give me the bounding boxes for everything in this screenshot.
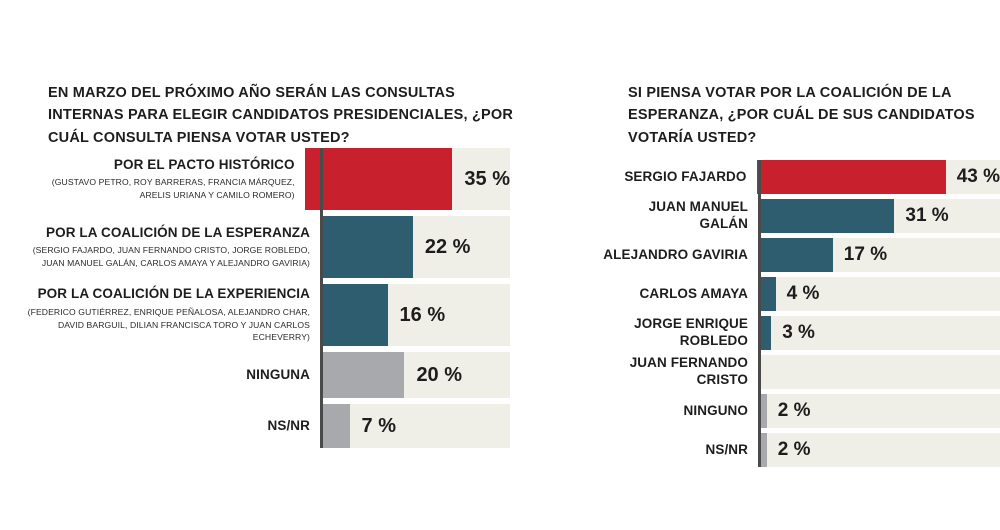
chart-row (20, 216, 510, 278)
bar-value-label: 2 % (777, 439, 811, 460)
category-label (20, 352, 320, 398)
panel-right (560, 0, 1000, 530)
chart-row (20, 404, 510, 448)
bar-chart-consultas (20, 148, 510, 448)
bar-track (305, 148, 510, 210)
bar-track (758, 277, 1000, 311)
bar-track (757, 160, 1000, 194)
bar (320, 284, 388, 346)
category-label (20, 404, 320, 448)
chart-row (600, 355, 1000, 389)
bar (320, 216, 413, 278)
bar-track (758, 355, 1000, 389)
category-label-main: NINGUNA (246, 366, 310, 382)
category-label (600, 355, 758, 389)
bar (320, 352, 404, 398)
bar (758, 199, 894, 233)
bar-value-label: 43 % (956, 166, 1000, 187)
page-title-left: EN MARZO DEL PRÓXIMO AÑO SERÁN LAS CONSULTAS INTERNAS PARA ELEGIR CANDIDATOS PRESIDENCIALES, ¿POR CUÁL CONSULTA PIENSA VOTAR USTED? (48, 85, 514, 146)
chart-row (600, 394, 1000, 428)
chart-row (600, 199, 1000, 233)
axis-line-right (758, 160, 761, 467)
category-label-main: POR EL PACTO HISTÓRICO (113, 156, 295, 172)
chart-row (600, 316, 1000, 350)
chart-rows-right (600, 160, 1000, 467)
category-label-main: ALEJANDRO GAVIRIA (603, 246, 748, 262)
bar-track (320, 352, 510, 398)
category-label (600, 199, 758, 233)
chart-row (600, 277, 1000, 311)
category-label-sub: (SERGIO FAJARDO, JUAN FERNANDO CRISTO, JORGE ROBLEDO, JUAN MANUEL GALÁN, CARLOS AMAYA Y ALEJANDRO GAVIRIA) (32, 245, 310, 268)
category-label (600, 277, 758, 311)
category-label-main: JORGE ENRIQUE ROBLEDO (634, 316, 748, 348)
bar-value-label: 2 % (777, 400, 811, 421)
chart-rows-left (20, 148, 510, 448)
bar-track (758, 316, 1000, 350)
bar-track (320, 216, 510, 278)
axis-line-left (320, 148, 323, 448)
bar-value-label: 35 % (464, 167, 510, 190)
bar-track (320, 284, 510, 346)
bar-track (758, 394, 1000, 428)
category-label (600, 433, 758, 467)
bar-value-label: 22 % (424, 235, 471, 258)
bar-track (320, 404, 510, 448)
category-label-sub: (GUSTAVO PETRO, ROY BARRERAS, FRANCIA MÁRQUEZ, ARELIS URIANA Y CAMILO ROMERO) (51, 177, 295, 200)
bar (320, 404, 350, 448)
page-title-right: SI PIENSA VOTAR POR LA COALICIÓN DE LA ESPERANZA, ¿POR CUÁL DE SUS CANDIDATOS VOTARÍA USTED? (628, 85, 975, 146)
bar (757, 160, 946, 194)
bar (758, 238, 833, 272)
chart-row (20, 284, 510, 346)
chart-row (20, 352, 510, 398)
bar-track (758, 199, 1000, 233)
chart-row (600, 238, 1000, 272)
chart-row (600, 160, 1000, 194)
category-label (600, 316, 758, 350)
category-label-main: JUAN MANUEL GALÁN (648, 199, 748, 231)
chart-row (20, 148, 510, 210)
bar-track (758, 238, 1000, 272)
category-label-main: NS/NR (705, 441, 748, 457)
category-label (20, 148, 305, 210)
bar-value-label: 16 % (399, 303, 446, 326)
chart-row (600, 433, 1000, 467)
bar-value-label: 31 % (905, 205, 949, 226)
category-label-sub: (FEDERICO GUTIÉRREZ, ENRIQUE PEÑALOSA, ALEJANDRO CHAR, DAVID BARGUIL, DILIAN FRANCISCA TORO Y JUAN CARLOS ECHEVERRY) (27, 307, 310, 343)
bar-track (758, 433, 1000, 467)
category-label (600, 160, 757, 194)
category-label-main: NINGUNO (683, 402, 748, 418)
category-label-main: NS/NR (267, 417, 310, 433)
category-label (600, 238, 758, 272)
category-label-main: JUAN FERNANDO CRISTO (629, 355, 748, 387)
category-label-main: SERGIO FAJARDO (624, 168, 747, 184)
bar (305, 148, 453, 210)
bar-value-label: 20 % (416, 363, 463, 386)
category-label (20, 284, 320, 346)
bar-value-label: 7 % (361, 414, 397, 437)
category-label (600, 394, 758, 428)
bar-chart-candidatos (600, 160, 1000, 467)
category-label-main: POR LA COALICIÓN DE LA EXPERIENCIA (37, 286, 310, 302)
bar-value-label: 17 % (843, 244, 888, 265)
bar-value-label: 3 % (782, 322, 815, 343)
category-label-main: POR LA COALICIÓN DE LA ESPERANZA (46, 224, 310, 240)
category-label (20, 216, 320, 278)
bar-value-label: 4 % (786, 283, 820, 304)
category-label-main: CARLOS AMAYA (639, 285, 748, 301)
